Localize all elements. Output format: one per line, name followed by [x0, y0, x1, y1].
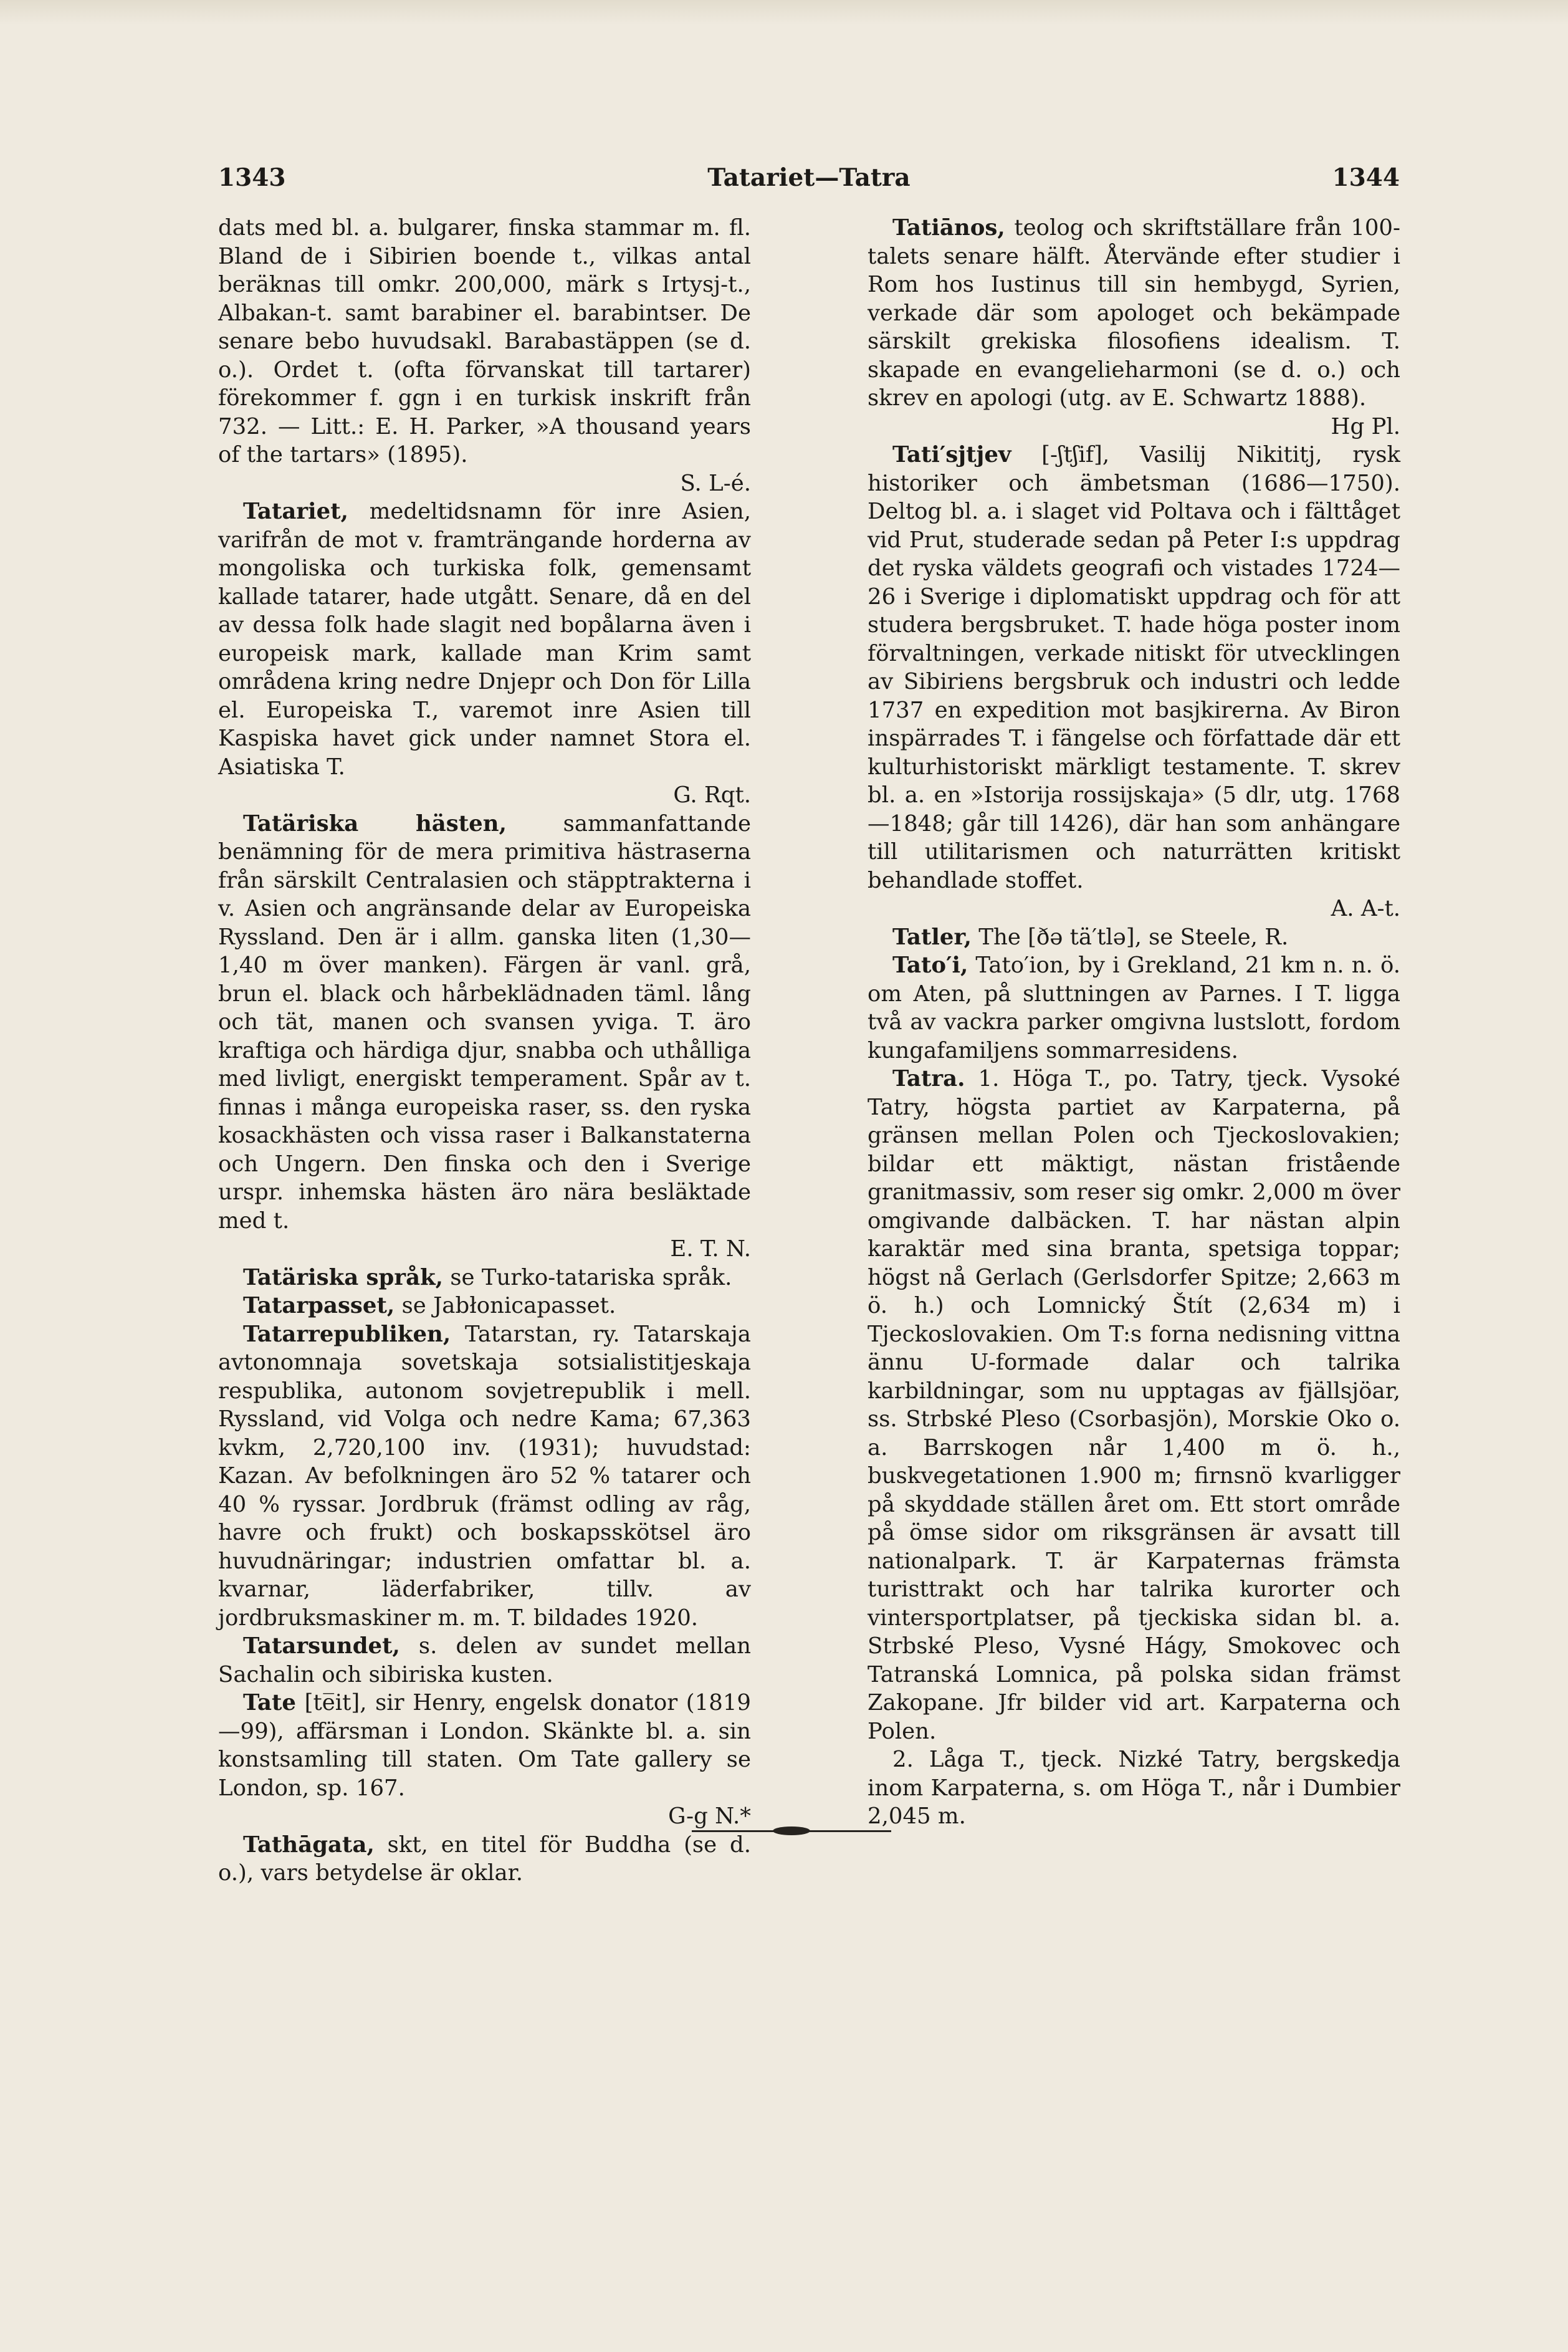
- entry-text: Tato′ion, by i Grekland, 21 km n. n. ö. om Aten, på sluttningen av Parnes. I T. ligga två av vackra parker omgivna lustslott, fordom kungafamiljens sommarresidens.: [868, 953, 1400, 1063]
- entry-signature: G-g N.*: [668, 1803, 751, 1829]
- page-number-left: 1343: [218, 163, 286, 192]
- entry-headword: Tathāgata,: [243, 1831, 375, 1858]
- entry-headword: Tate: [243, 1690, 297, 1716]
- entry-text: se Turko-tatariska språk.: [450, 1264, 732, 1290]
- page-header: [218, 163, 1400, 201]
- entry-laga-tatra: [868, 1745, 1400, 1831]
- entry-tatisjtjev: [868, 441, 1400, 923]
- entry-signature: E. T. N.: [670, 1236, 751, 1262]
- entry-signature: S. L-é.: [680, 470, 751, 496]
- entry-headword: Tatäriska hästen,: [243, 810, 507, 837]
- entry-text: Tatarstan, ry. Tatarskaja avtonomnaja sovetskaja sotsialistitjeskaja respublika, autonom sovjetrepublik i mell. Ryssland, vid Volga och nedre Kama; 67,363 kvkm, 2,720,100 inv. (1931); huvudstad: Kazan. Av befolkningen äro 52 % tatarer och 40 % ryssar. Jordbruk (främst odling av råg, havre och frukt) och boskapsskötsel äro huvudnäringar; industrien omfattar bl. a. kvarnar, läderfabriker, tillv. av jordbruksmaskiner m. m. T. bildades 1920.: [218, 1321, 751, 1631]
- entry-tatarpasset: [218, 1292, 751, 1320]
- entry-text: [te̅it], sir Henry, engelsk donator (1819—99), affärsman i London. Skänkte bl. a. sin konstsamling till staten. Om Tate gallery se London, sp. 167.: [218, 1690, 751, 1801]
- entry-text: se Jabłonicapasset.: [401, 1293, 616, 1318]
- entry-headword: Tati′sjtjev: [892, 442, 1011, 468]
- entry-tatianos: [868, 214, 1400, 441]
- entry-headword: Tatarrepubliken,: [243, 1321, 451, 1347]
- entry-headword: Tatler,: [892, 924, 972, 950]
- entry-text: sammanfattande benämning för de mera primitiva hästraserna från särskilt Centralasien och stäpptrakterna i v. Asien och angränsande delar av Europeiska Ryssland. Den är i allm. ganska liten (1,30—1,40 m över manken). Färgen är vanl. grå, brun el. black och hårbeklädnaden täml. lång och tät, manen och svansen yviga. T. äro kraftiga och härdiga djur, snabba och uthålliga med livligt, energiskt temperament. Spår av t. finnas i många europeiska raser, ss. den ryska kosackhästen och vissa raser i Balkanstaterna och Ungern. Den finska och den i Sverige urspr. inhemska hästen äro nära besläktade med t.: [218, 810, 751, 1234]
- entry-tatarer-continued: [218, 214, 751, 497]
- entry-headword: Tatarsundet,: [243, 1633, 400, 1659]
- entry-headword: Tatra.: [892, 1066, 965, 1092]
- right-column: [868, 214, 1400, 1831]
- entry-tatra: [868, 1065, 1400, 1745]
- entry-headword: Tato′i,: [892, 953, 968, 978]
- entry-headword: Tatariet,: [243, 499, 348, 524]
- entry-tatoi: [868, 951, 1400, 1065]
- page-number-right: 1344: [1332, 163, 1400, 192]
- entry-text: 1. Höga T., po. Tatry, tjeck. Vysoké Tatry, högsta partiet av Karpaterna, på gränsen mellan Polen och Tjeckoslovakien; bildar ett mäktigt, nästan fristående granitmassiv, som reser sig omkr. 2,000 m över omgivande dalbäcken. T. har nästan alpin karaktär med sina branta, spetsiga toppar; högst nå Gerlach (Gerlsdorfer Spitze; 2,663 m ö. h.) och Lomnický Štít (2,634 m) i Tjeckoslovakien. Om T:s forna nedisning vittna ännu U-formade dalar och talrika karbildningar, som nu upptagas av fjällsjöar, ss. Strbské Pleso (Csorbasjön), Morskie Oko o. a. Barrskogen når 1,400 m ö. h., buskvegetationen 1.900 m; firnsnö kvarligger på skyddade ställen året om. Ett stort område på ömse sidor om riksgränsen är avsatt till nationalpark. T. är Karpaternas främsta turisttrakt och har talrika kurorter och vintersportplatser, på tjeckiska sidan bl. a. Strbské Pleso, Vysné Hágy, Smokovec och Tatranská Lomnica, på polska sidan främst Zakopane. Jfr bilder vid art. Karpaterna och Polen.: [868, 1066, 1400, 1744]
- entry-text: [-ʃtʃif], Vasilij Nikititj, rysk historiker och ämbetsman (1686—1750). Deltog bl. a. i slaget vid Poltava och i fälttåget vid Prut, studerade sedan på Peter I:s uppdrag det ryska väldets geografi och vistades 1724—26 i Sverige i diplomatiskt uppdrag och för att studera bergsbruket. T. hade höga poster inom förvaltningen, verkade nitiskt för utvecklingen av Sibiriens bergsbruk och industri och ledde 1737 en expedition mot basjkirerna. Av Biron inspärrades T. i fängelse och författade där ett kulturhistoriskt märkligt testamente. T. skrev bl. a. en »Istorija rossijskaja» (5 dlr, utg. 1768—1848; går till 1426), där han som anhängare till utilitarismen och naturrätten kritiskt behandlade stoffet.: [868, 442, 1400, 893]
- entry-tatariska-hasten: [218, 810, 751, 1264]
- entry-tatarrepubliken: [218, 1320, 751, 1633]
- entry-signature: G. Rqt.: [673, 782, 751, 808]
- entry-headword: Tatarpasset,: [243, 1293, 395, 1318]
- entry-headword: Tatiānos,: [892, 215, 1005, 241]
- entry-text: skt, en titel för Buddha (se d. o.), vars betydelse är oklar.: [218, 1831, 751, 1886]
- entry-text: teolog och skriftställare från 100-talets senare hälft. Återvände efter studier i Rom hos Iustinus till sin hembygd, Syrien, verkade där som apologet och bekämpade särskilt grekiska filosofiens idealism. T. skapade en evangelieharmoni (se d. o.) och skrev en apologi (utg. av E. Schwartz 1888).: [868, 215, 1400, 411]
- entry-text: The [ðə tä′tlə], se Steele, R.: [978, 924, 1289, 950]
- entry-tatarsundet: [218, 1632, 751, 1689]
- end-ornament-rule: [692, 1825, 891, 1837]
- entry-tatariska-sprak: [218, 1264, 751, 1292]
- entry-signature: A. A-t.: [1331, 896, 1400, 921]
- entry-text: 2. Låga T., tjeck. Nizké Tatry, bergskedja inom Karpaterna, s. om Höga T., når i Dumbier 2,045 m.: [868, 1747, 1400, 1829]
- entry-headword: Tatäriska språk,: [243, 1264, 444, 1290]
- entry-text: s. delen av sundet mellan Sachalin och sibiriska kusten.: [218, 1633, 751, 1687]
- page-edge-shading: [0, 0, 1568, 25]
- entry-tatariet: [218, 497, 751, 810]
- entry-signature: Hg Pl.: [1331, 413, 1400, 439]
- entry-tate: [218, 1689, 751, 1831]
- entry-text: dats med bl. a. bulgarer, finska stammar m. fl. Bland de i Sibirien boende t., vilkas antal beräknas till omkr. 200,000, märk s Irtysj-t., Albakan-t. samt barabiner el. barabintser. De senare bebo huvudsakl. Barabastäppen (se d. o.). Ordet t. (ofta förvanskat till tartarer) förekommer f. ggn i en turkisk inskrift från 732. — Litt.: E. H. Parker, »A thousand years of the tartars» (1895).: [218, 215, 751, 468]
- left-column: [218, 214, 751, 1888]
- entry-tatler: [868, 923, 1400, 952]
- rule-ornament: [773, 1826, 810, 1835]
- entry-tathagata: [218, 1831, 751, 1888]
- entry-text: medeltidsnamn för inre Asien, varifrån de mot v. framträngande horderna av mongoliska och turkiska folk, gemensamt kallade tatarer, hade utgått. Senare, då en del av dessa folk hade slagit ned bopålarna även i europeisk mark, kallade man Krim samt områdena kring nedre Dnjepr och Don för Lilla el. Europeiska T., varemot inre Asien till Kaspiska havet gick under namnet Stora el. Asiatiska T.: [218, 499, 751, 780]
- running-title: Tatariet—Tatra: [707, 163, 911, 192]
